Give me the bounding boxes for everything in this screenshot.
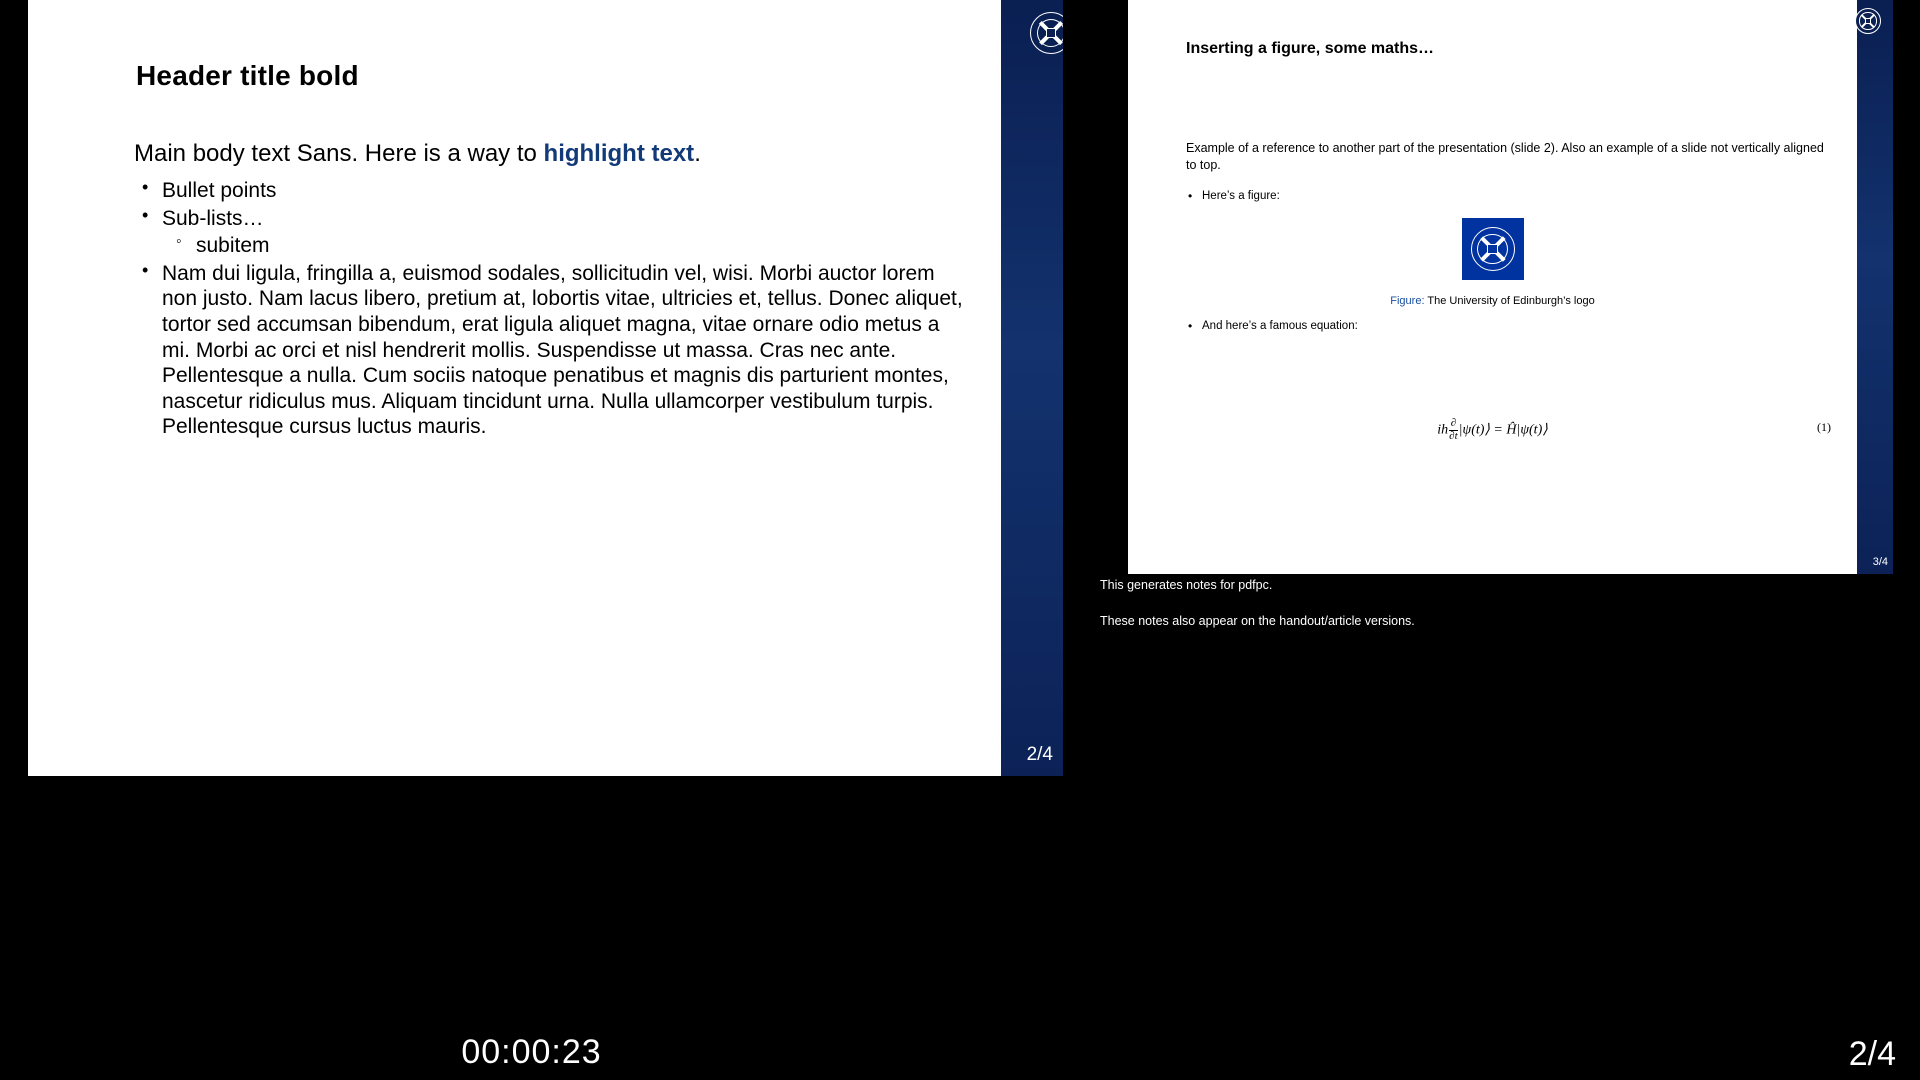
bullet-label: Sub-lists…: [162, 206, 264, 230]
partial-derivative-fraction: [1449, 418, 1458, 442]
note-line-2: These notes also appear on the handout/article versions.: [1100, 614, 1415, 628]
current-slide-sidebar: [1001, 0, 1063, 776]
bullet-label: Bullet points: [162, 179, 277, 202]
university-logo-image: [1462, 218, 1524, 280]
current-slide-list: [134, 178, 964, 442]
equation-lhs-ket: |ψ(t)⟩: [1458, 422, 1490, 438]
note-line-1: This generates notes for pdfpc.: [1100, 578, 1273, 592]
bullet-figure: • Here’s a figure:: [1186, 190, 1826, 202]
intro-text-before: Main body text Sans. Here is a way to: [134, 140, 544, 167]
equation-body: [1128, 418, 1857, 442]
presentation-timer[interactable]: 00:00:23: [461, 1033, 602, 1071]
next-slide-page-number: 3/4: [1872, 556, 1888, 568]
university-crest-icon: [1855, 8, 1881, 34]
highlighted-text: highlight text: [543, 140, 695, 167]
next-slide-bullets: [1186, 190, 1826, 206]
figure-caption-label: Figure:: [1390, 295, 1425, 307]
next-slide-paragraph: Example of a reference to another part of the presentation (slide 2). Also an example of a slide not vertically aligned to top.: [1186, 141, 1824, 172]
equation-lhs-prefix: ih: [1437, 422, 1449, 438]
figure-block: [1128, 218, 1857, 307]
next-slide-preview[interactable]: [1128, 0, 1893, 574]
current-slide-intro: [134, 140, 964, 168]
figure-caption: [1128, 295, 1857, 307]
list-item: [196, 233, 964, 259]
equation-block: [1128, 418, 1857, 442]
university-crest-icon: [1471, 227, 1515, 271]
footer-page-indicator: 2/4: [1848, 1035, 1896, 1073]
sub-bullet-label: subitem: [196, 234, 270, 258]
next-slide-sidebar: [1857, 0, 1893, 574]
equation-rhs: Ĥ|ψ(t)⟩: [1506, 422, 1548, 438]
current-slide-content: [28, 0, 1001, 776]
speaker-notes[interactable]: [1100, 578, 1900, 650]
current-slide-title: Header title bold: [136, 60, 359, 91]
equation-number: (1): [1817, 420, 1831, 434]
list-item: [162, 206, 964, 259]
fraction-denominator: ∂t: [1449, 429, 1458, 442]
next-slide-title: Inserting a figure, some maths…: [1186, 40, 1435, 57]
bullet-list: [134, 178, 964, 440]
list-item: [162, 261, 964, 440]
current-slide[interactable]: [28, 0, 1063, 776]
sub-bullet-list: [162, 233, 964, 259]
lorem-paragraph: Nam dui ligula, fringilla a, euismod sodales, sollicitudin vel, wisi. Morbi auctor lorem non justo. Nam lacus libero, pretium at, lobortis vitae, ultricies et, tellus. Donec aliquet, tortor sed accumsan bibendum, erat ligula aliquet magna, vitae ornare odio metus a mi. Morbi ac orci et nisl hendrerit mollis. Suspendisse ut massa. Cras nec ante. Pellentesque a nulla. Cum sociis natoque penatibus et magnis dis parturient montes, nascetur ridiculus mus. Aliquam tincidunt urna. Nulla ullamcorper vestibulum turpis. Pellentesque cursus luctus mauris.: [162, 261, 963, 439]
fraction-numerator: ∂: [1450, 417, 1457, 429]
bullet-equation: • And here’s a famous equation:: [1186, 320, 1826, 332]
current-slide-page-number: 2/4: [1026, 744, 1053, 765]
figure-caption-text: The University of Edinburgh’s logo: [1427, 295, 1595, 307]
intro-text-after: .: [694, 140, 701, 167]
equation-equals: =: [1493, 422, 1503, 438]
list-item: [162, 178, 964, 204]
next-slide-bullets-2: [1186, 320, 1826, 336]
